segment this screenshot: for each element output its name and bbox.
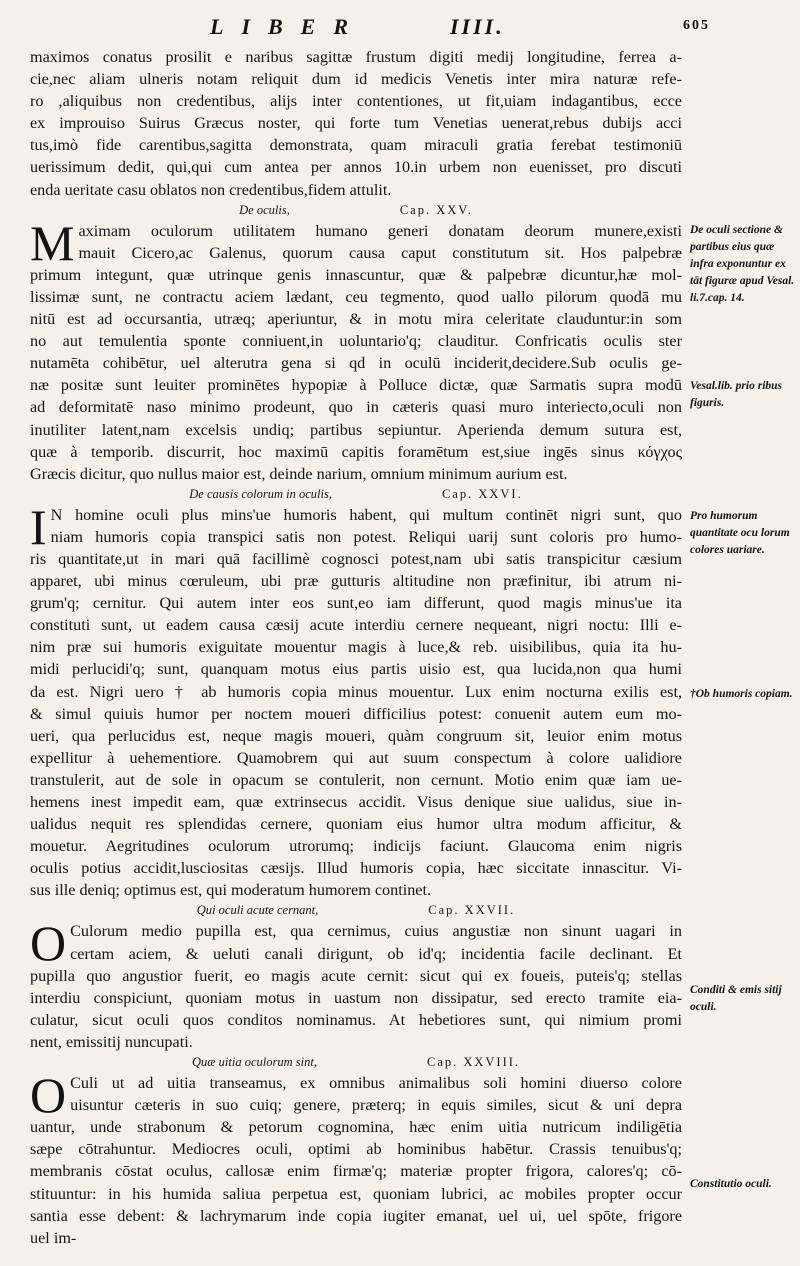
paragraph: [30, 498, 682, 902]
drop-cap: M: [30, 214, 75, 271]
chapter-heading: [30, 201, 682, 220]
text-line: pupilla quo angustior fuerit, eo magis acute cernit: sicut qui ex foueis, puteis'q; stellas: [30, 966, 682, 985]
text-line: culatur, sicut oculi quos conditos nominamus. At hebetiores sunt, qui nimium promi: [30, 1010, 682, 1029]
text-line: nim præ sui humoris exiguitate mouentur magis à luce,& reb. uisibilibus, quia ita hu-: [30, 638, 682, 657]
margin-note: De oculi sectione & partibus eius quæ infra exponuntur ex tāt figuræ apud Vesal. li.7.cap. 14.: [690, 224, 795, 304]
text-line: nutamēta cohibētur, uel alterutra gena si qd in oculū inciderit,decidere.Sub oculis ge-: [30, 354, 682, 373]
text-line: hemens inest impedit eam, quæ extrinsecus accidit. Visus denique siue ualidus, siue in-: [30, 793, 682, 811]
text-line: stituuntur: in his humida saliua perpetua est, quoniam lubrici, ac mobiles propter occur: [30, 1184, 682, 1203]
chapter-section: [30, 201, 682, 485]
running-head: [150, 14, 710, 42]
text-line: uel im-: [30, 1228, 77, 1247]
text-line: expellitur à uehementiore. Quamobrem qui aut suum conspectum à colore ualidiore: [30, 748, 682, 767]
text-line: da est. Nigri uero † ab humoris copia minus mouentur. Lux enim nocturna exilis est,: [30, 682, 682, 701]
text-line: maximos conatus prosilit e naribus sagittæ frustum digiti medij longitudine, ferrea a-: [30, 48, 682, 66]
text-line: inutiliter latent,nam excelsis undiq; partibus sepiuntur. Aperienda demum sutura est,: [30, 420, 682, 439]
text-line: uisuntur cæteris in suo cuiq; genere, præterq; in equis similes, sicut & uni depra: [70, 1096, 682, 1115]
chapter-heading: [30, 1053, 682, 1072]
text-line: sæpe cōtrahuntur. Mediocres oculi, optimi ab hominibus habētur. Crassis tenuibus'q;: [30, 1140, 682, 1159]
chapter-number: Cap. XXVI.: [441, 486, 523, 501]
margin-note: Vesal.lib. prio ribus figuris.: [690, 380, 783, 409]
text-line: interdiu conspiciunt, quoniam motus in uastum non dissipatur, sed erecto tramite eia-: [30, 988, 682, 1007]
text-line: nitū est ad occursantia, utræq; aperiuntur, & in motu mira celeritate clauduntur:in som: [30, 310, 682, 329]
book-number: IIII.: [450, 14, 505, 39]
margin-note: †Ob humoris copiam.: [690, 688, 793, 700]
running-title: LIBER: [210, 14, 367, 39]
paragraph: [30, 915, 682, 1053]
text-line: tus,imò fide carentibus,sagitta demonstrata, quam miraculi gratia ferebat testimoniū: [30, 136, 682, 155]
chapter-title: De causis colorum in oculis,: [189, 486, 332, 501]
text-line: Culi ut ad uitia transeamus, ex omnibus animalibus soli homini diuerso colore: [70, 1074, 682, 1093]
paragraph: [30, 214, 682, 485]
text-line: no aut temulentia sponte conniuent,in uoluntario'q; clauditur. Confricatis oculis ster: [30, 332, 682, 351]
text-line: Culorum medio pupilla est, qua cernimus, cuius angustiæ non sinunt uagari in: [70, 922, 682, 941]
chapter-title: Quæ uitia oculorum sint,: [191, 1055, 317, 1070]
drop-cap: O: [30, 915, 67, 972]
drop-cap: O: [30, 1067, 67, 1124]
chapter-heading: [30, 901, 682, 920]
text-line: ro ,aliquibus non credentibus, alijs inter contentiones, ut fit,uiam indagantibus, ecce: [30, 92, 682, 111]
text-line: ad deformitatē naso minimo prodeunt, quo in cæteris quasi muro interiecto,oculi non: [30, 398, 682, 417]
chapter-section: [30, 485, 682, 902]
text-line: cie,nec aliam ulneris notam reliquit dum id medicis Venetis inter mira naturæ refe-: [30, 70, 682, 89]
paragraph: [30, 46, 682, 201]
chapter-section: [30, 1053, 682, 1249]
text-line: oculis potius accidit,lusciositas cæsijs. Illud humoris copia, hæc siccitate innascitur. Vi-: [30, 859, 682, 878]
text-line: sus ille deniq; optimus est, qui moderatum humorem continet.: [30, 881, 432, 900]
text-line: mouetur. Aegritudines oculorum utrorumq; indicijs faciunt. Glaucoma enim nigris: [30, 837, 682, 856]
text-line: grum'q; cernitur. Qui autem inter eos sunt,eo iam differunt, quod magis minus'ue ita: [30, 594, 682, 613]
text-line: membranis cōstat oculus, callosæ enim firmæ'q; materiæ propter frigora, calores'q; cō-: [30, 1162, 682, 1181]
text-line: transtulerit, aut de sole in opacum se contulerit, non cernunt. Motio enim quæ iam ue-: [30, 770, 682, 789]
paragraph: [30, 1067, 682, 1249]
chapter-section: [30, 901, 682, 1053]
text-line: nent, emissitij nuncupati.: [30, 1032, 193, 1051]
text-line: & simul quiuis humor per noctem moueri difficilius potest: conuenit autem eum mo-: [30, 704, 682, 723]
margin-note: Conditi & emis sitij oculi.: [690, 984, 782, 1013]
text-line: mauit Cicero,ac Galenus, quorum causa caput constitutum sit. Hos palpebræ: [78, 243, 682, 262]
text-line: uantur, unde strabonum & petorum cognomina, hæc enim uitia nutricum indiligētia: [30, 1118, 682, 1137]
text-line: ris quantitate,ut in mari quā facillimè cognosci potest,nam ubi satis transpicitur cæsium: [30, 549, 682, 568]
text-line: enda ueritate casu oblatos non credentibus,fidem attulit.: [30, 180, 392, 199]
chapter-title: Qui oculi acute cernant,: [196, 903, 319, 918]
text-line: Græcis dicitur, quo nullus maior est, deinde narium, omnium minimum aurium est.: [30, 464, 568, 483]
main-text: [30, 46, 682, 1249]
text-line: certam aciem, & ueluti canali dirigunt, ob id'q; incidentia facile declinant. Et: [70, 944, 682, 963]
text-line: midi perlucidi'q; sunt, quanquam motus eius partis uisio est, qua lucida,non qua humi: [30, 660, 682, 679]
margin-note: Pro humorum quantitate ocu lorum colores uariare.: [690, 510, 790, 556]
chapter-number: Cap. XXVII.: [428, 903, 516, 918]
text-line: santia esse debent: & lachrymarum inde copia iugiter emanat, uel ui, uel spōte, frigore: [30, 1206, 682, 1225]
text-line: ualidus nequit res splendidas cernere, quoniam eius humor ultra modum afficitur, &: [30, 815, 682, 834]
page-number: 605: [683, 18, 710, 33]
text-line: lissimæ sunt, ne contractu aciem lædant, ceu tegmento, quod uallo pilorum quodā mu: [30, 287, 682, 306]
text-line: uerissimum dedit, qui,qui cum antea per annos 10.in urbem non euenisset, pro discuti: [30, 158, 682, 177]
text-line: niam humoris copia transpici satis non potest. Reliqui uarij sunt coloris pro humo-: [50, 527, 682, 546]
text-line: constituti sunt, ut eadem causa cæsij acute interdiu cernere nequeant, nigri noctu: Illi e-: [30, 616, 682, 635]
margin-note: Constitutio oculi.: [690, 1178, 772, 1190]
chapter-number: Cap. XXV.: [399, 202, 473, 217]
text-line: primum integunt, quæ utrinque genis innascuntur, quæ & palpebræ dicuntur,hæ mol-: [30, 265, 682, 284]
chapter-title: De oculis,: [239, 202, 290, 217]
chapter-number: Cap. XXVIII.: [426, 1055, 521, 1070]
chapter-heading: [30, 485, 682, 504]
text-line: N homine oculi plus mins'ue humoris habent, qui multum continēt nigri sunt, quo: [50, 505, 682, 524]
drop-cap: I: [30, 498, 47, 555]
text-line: apparet, ubi minus cœruleum, ubi præ gutturis altitudine non præfinitur, ibi atrum ni-: [30, 572, 682, 591]
text-line: quæ à temporib. discurrit, hoc maximū capitis foramētum est,siue ingēs sinus κόγχος: [30, 442, 682, 461]
text-line: næ positæ sunt leuiter prominētes hypopiæ à Polluce dictæ, quæ Sarmatis supra modū: [30, 376, 682, 395]
text-line: ex improuiso Suirus Græcus noster, qui forte tum Venetias uenerat,rebus dubijs acci: [30, 114, 682, 133]
text-line: aximam oculorum utilitatem humano generi donatam deorum munere,existi: [78, 221, 682, 240]
text-line: ueri, qua perlucidus est, neque magis moueri, quàm congruum sit, leuior enim motus: [30, 726, 682, 745]
chapter-section: [30, 46, 682, 201]
